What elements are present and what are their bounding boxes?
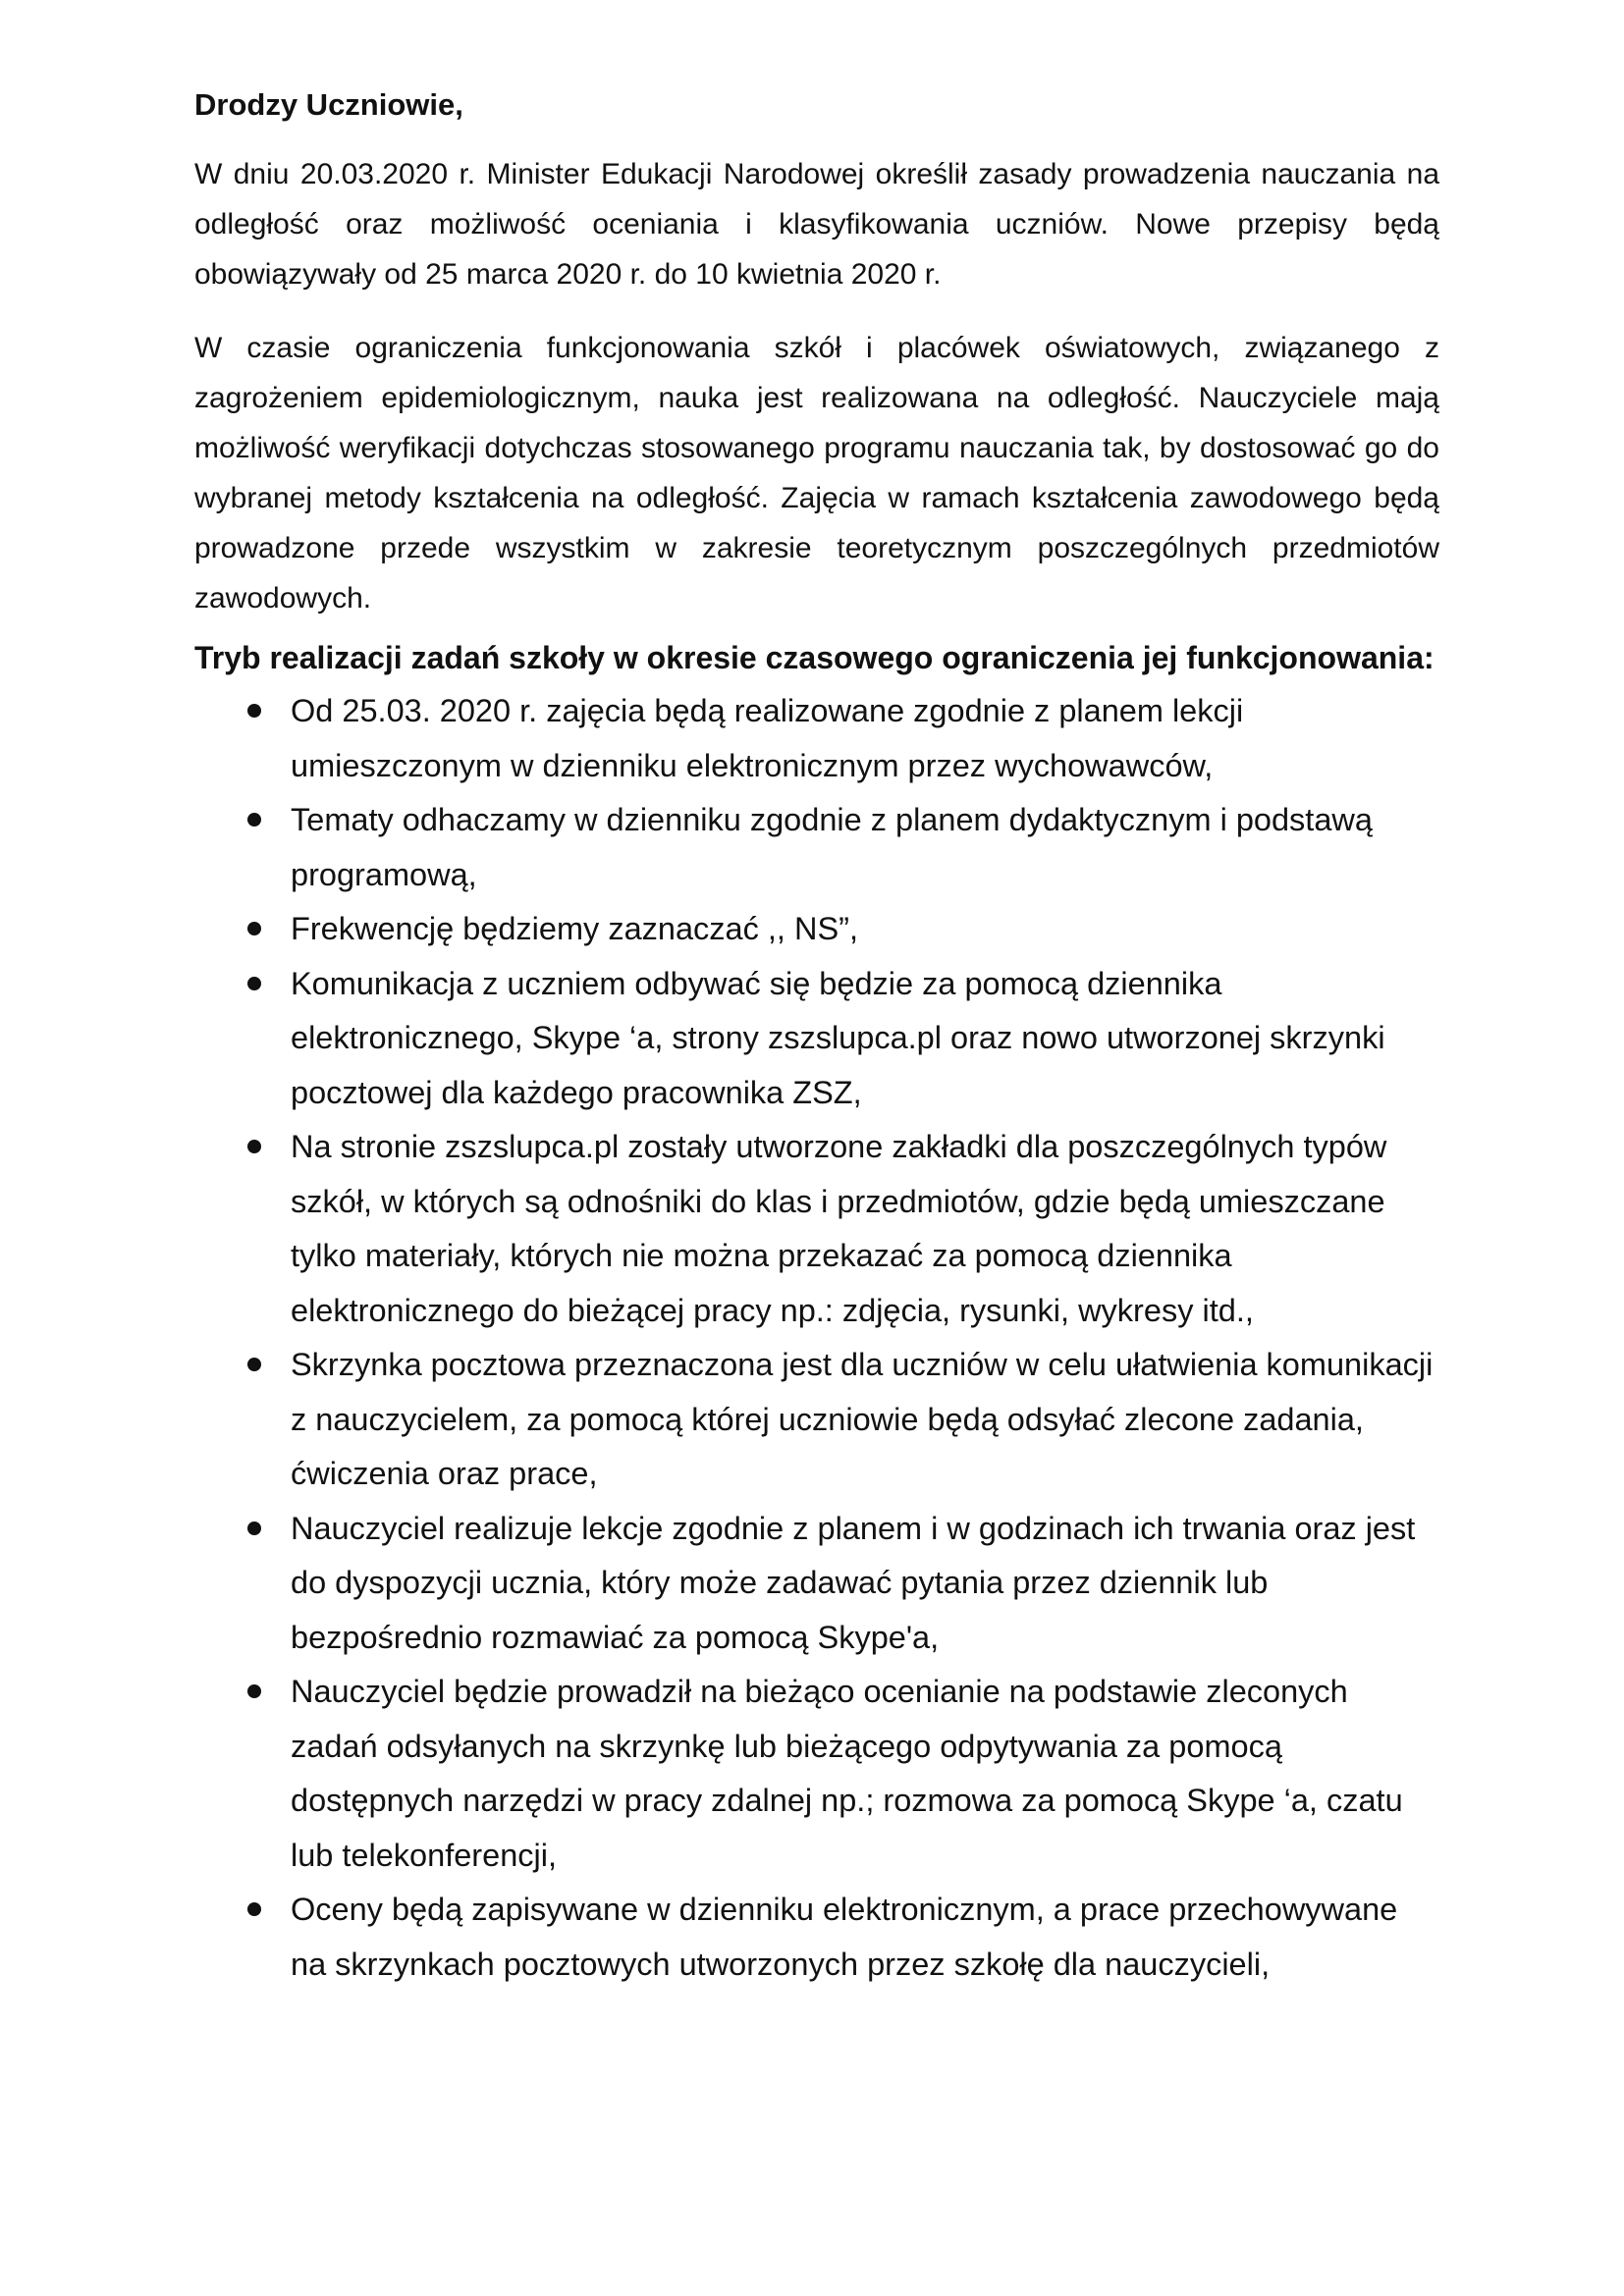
- paragraph-remote-learning: W czasie ograniczenia funkcjonowania szkół i placówek oświatowych, związanego z zagrożeniem epidemiologicznym, nauka jest realizowana na odległość. Nauczyciele mają możliwość weryfikacji dotychczas stosowanego programu nauczania tak, by dostosować go do wybranej metody kształcenia na odległość. Zajęcia w ramach kształcenia zawodowego będą prowadzone przede wszystkim w zakresie teoretycznym poszczególnych przedmiotów zawodowych.: [194, 332, 1439, 614]
- list-item-text: Na stronie zszslupca.pl zostały utworzone zakładki dla poszczególnych typów szkół, w których są odnośniki do klas i przedmiotów, gdzie będą umieszczane tylko materiały, których nie można przekazać za pomocą dziennika elektronicznego do bieżącej pracy np.: zdjęcia, rysunki, wykresy itd.,: [291, 1129, 1387, 1328]
- list-item: [245, 1883, 1439, 1992]
- list-item: [245, 1502, 1439, 1666]
- list-item: [245, 957, 1439, 1121]
- list-item: [245, 1665, 1439, 1883]
- list-item: [245, 902, 1439, 957]
- paragraph-intro: W dniu 20.03.2020 r. Minister Edukacji Narodowej określił zasady prowadzenia nauczania na odległość oraz możliwość oceniania i klasyfikowania uczniów. Nowe przepisy będą obowiązywały od 25 marca 2020 r. do 10 kwietnia 2020 r.: [194, 158, 1439, 291]
- bullet-icon: [247, 1684, 261, 1698]
- list-item-text: Komunikacja z uczniem odbywać się będzie za pomocą dziennika elektronicznego, Skype ‘a, strony zszslupca.pl oraz nowo utworzonej skrzynki pocztowej dla każdego pracownika ZSZ,: [291, 965, 1385, 1110]
- bullet-icon: [247, 1358, 261, 1371]
- list-item-text: Tematy odhaczamy w dzienniku zgodnie z planem dydaktycznym i podstawą programową,: [291, 802, 1373, 892]
- bullet-icon: [247, 704, 261, 718]
- list-item-text: Od 25.03. 2020 r. zajęcia będą realizowane zgodnie z planem lekcji umieszczonym w dzienniku elektronicznym przez wychowawców,: [291, 693, 1244, 783]
- list-item: [245, 793, 1439, 902]
- list-item: [245, 1338, 1439, 1502]
- list-item-text: Nauczyciel realizuje lekcje zgodnie z planem i w godzinach ich trwania oraz jest do dyspozycji ucznia, który może zadawać pytania przez dziennik lub bezpośrednio rozmawiać za pomocą Skype'a,: [291, 1510, 1416, 1655]
- rules-list: [194, 684, 1439, 1992]
- section-heading: Tryb realizacji zadań szkoły w okresie czasowego ograniczenia jej funkcjonowania:: [194, 640, 1435, 675]
- bullet-icon: [247, 1140, 261, 1153]
- list-item-text: Frekwencję będziemy zaznaczać ,, NS”,: [291, 911, 858, 946]
- bullet-icon: [247, 977, 261, 990]
- bullet-icon: [247, 1902, 261, 1916]
- greeting-heading: Drodzy Uczniowie,: [194, 87, 463, 122]
- list-item: [245, 684, 1439, 793]
- bullet-icon: [247, 1522, 261, 1535]
- bullet-icon: [247, 813, 261, 827]
- list-item: [245, 1120, 1439, 1338]
- list-item-text: Oceny będą zapisywane w dzienniku elektronicznym, a prace przechowywane na skrzynkach pocztowych utworzonych przez szkołę dla nauczycieli,: [291, 1892, 1398, 1982]
- document-page: [194, 80, 1439, 1992]
- list-item-text: Skrzynka pocztowa przeznaczona jest dla uczniów w celu ułatwienia komunikacji z nauczycielem, za pomocą której uczniowie będą odsyłać zlecone zadania, ćwiczenia oraz prace,: [291, 1347, 1434, 1491]
- list-item-text: Nauczyciel będzie prowadził na bieżąco ocenianie na podstawie zleconych zadań odsyłanych na skrzynkę lub bieżącego odpytywania za pomocą dostępnych narzędzi w pracy zdalnej np.; rozmowa za pomocą Skype ‘a, czatu lub telekonferencji,: [291, 1674, 1403, 1873]
- bullet-icon: [247, 922, 261, 935]
